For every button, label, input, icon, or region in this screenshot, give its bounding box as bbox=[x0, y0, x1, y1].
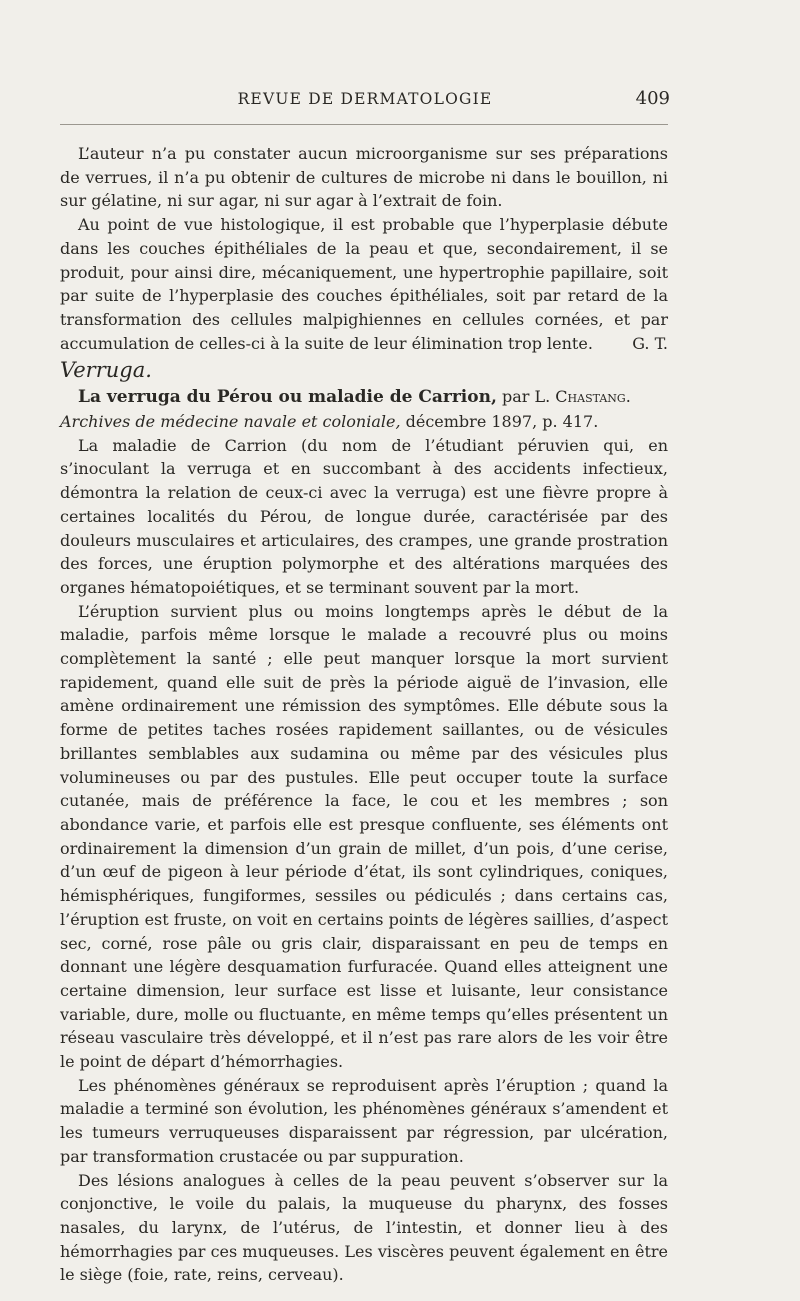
running-title: REVUE DE DERMATOLOGIE bbox=[237, 90, 493, 108]
paragraph-4: L’éruption survient plus ou moins longtemps après le début de la maladie, parfois même lorsque le malade a recouvré plus ou moins complètement la santé ; elle peut manquer lorsque la mort survient rapidement, quand elle suit de près la période aiguë de l’invasion, elle amène ordinairement une rémission des symptômes. Elle débute sous la forme de petites taches rosées rapidement saillantes, ou de vésicules brillantes semblables aux sudamina ou même par des vésicules plus volumineuses ou par des pustules. Elle peut occuper toute la surface cutanée, mais de préférence la face, le cou et les membres ; son abondance varie, et parfois elle est presque confluente, ses éléments ont ordinairement la dimension d’un grain de millet, d’un pois, d’une cerise, d’un œuf de pigeon à leur période d’état, ils sont cylindriques, coniques, hémisphériques, fungiformes, sessiles ou pédiculés ; dans certains cas, l’éruption est fruste, on voit en certains points de légères saillies, d’aspect sec, corné, rose pâle ou gris clair, disparaissant en peu de temps en donnant une légère desquamation furfuracée. Quand elles atteignent une certaine dimension, leur surface est lisse et luisante, leur consistance variable, dure, molle ou fluctuante, en même temps qu’elles présentent un réseau vasculaire très développé, et il n’est pas rare alors de les voir être le point de départ d’hémorrhagies. bbox=[60, 601, 668, 1072]
signature: G. T. bbox=[632, 333, 668, 353]
page-number: 409 bbox=[635, 88, 670, 109]
paragraph-5: Les phénomènes généraux se reproduisent après l’éruption ; quand la maladie a terminé son évolution, les phénomènes généraux s’amendent et les tumeurs verruqueuses disparaissent par régression, par ulcération, par transformation crustacée ou par suppuration. bbox=[60, 1075, 668, 1166]
paragraph-2-text: Au point de vue histologique, il est probable que l’hyperplasie débute dans les couches épithéliales de la peau et que, secondairement, il se produit, pour ainsi dire, mécaniquement, une hypertrophie papillaire, soit par suite de l’hyperplasie des couches épithéliales, soit par retard de la transformation des cellules malpighiennes en cellules cornées, et par accumulation de celles-ci à la suite de leur élimination trop lente. bbox=[60, 215, 668, 353]
paragraph-3: La maladie de Carrion (du nom de l’étudiant péruvien qui, en s’inoculant la verruga et en succombant à des accidents infectieux, démontra la relation de ceux-ci avec la verruga) est une fièvre propre à certaines localités du Pérou, de longue durée, caractérisée par des douleurs musculaires et articulaires, des crampes, une grande prostration des forces, une éruption polymorphe et des altérations marquées des organes hématopoiétiques, et se terminant souvent par la mort. bbox=[60, 435, 668, 597]
paragraph-1: L’auteur n’a pu constater aucun microorganisme sur ses préparations de verrues, il n’a pu obtenir de cultures de microbe ni dans le bouillon, ni sur gélatine, ni sur agar, ni sur agar à l’extrait de foin. bbox=[60, 144, 668, 211]
journal-reference bbox=[60, 410, 668, 434]
paragraph-6: Des lésions analogues à celles de la peau peuvent s’observer sur la conjonctive, le voile du palais, la muqueuse du pharynx, des fosses nasales, du larynx, de l’utérus, de l’intestin, et donner lieu à des hémorrhagies par ces muqueuses. Les viscères peuvent également en être le siège (foie, rate, reins, cerveau). bbox=[60, 1170, 668, 1285]
section-title: Verruga. bbox=[60, 358, 152, 383]
article-heading bbox=[60, 385, 668, 410]
paragraph-2 bbox=[60, 213, 668, 355]
article-author: L. Chastang. bbox=[534, 387, 631, 407]
body-text bbox=[60, 142, 668, 1287]
header-rule bbox=[60, 124, 668, 125]
journal-name: Archives de médecine navale et coloniale, bbox=[60, 412, 401, 432]
article-by: par bbox=[496, 387, 535, 407]
page-header bbox=[60, 88, 670, 114]
article-title: La verruga du Pérou ou maladie de Carrion, bbox=[78, 387, 497, 408]
journal-date: décembre 1897, p. 417. bbox=[400, 412, 599, 432]
